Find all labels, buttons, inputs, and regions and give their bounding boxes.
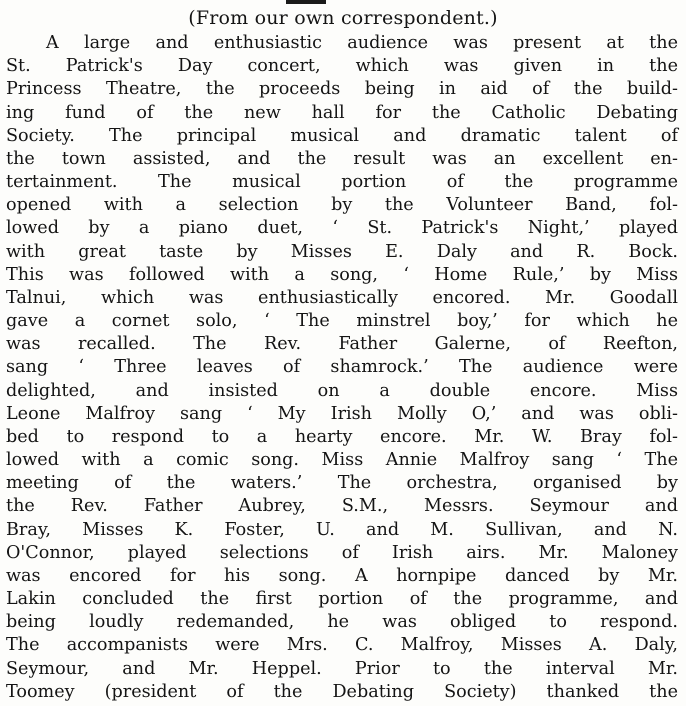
paragraph-line: the Rev. Father Aubrey, S.M., Messrs. Seymour and bbox=[6, 496, 678, 517]
paragraph-line: The accompanists were Mrs. C. Malfroy, Misses A. Daly, bbox=[6, 635, 678, 656]
paragraph-line: Princess Theatre, the proceeds being in aid of the build- bbox=[6, 79, 678, 100]
paragraph-line: tertainment. The musical portion of the programme bbox=[6, 172, 678, 193]
paragraph-line: sang ‘ Three leaves of shamrock.’ The audience were bbox=[6, 357, 678, 378]
paragraph-line: with great taste by Misses E. Daly and R. Bock. bbox=[6, 241, 678, 262]
paragraph-line: meeting of the waters.’ The orchestra, organised by bbox=[6, 473, 678, 494]
paragraph-line: Leone Malfroy sang ‘ My Irish Molly O,’ and was obli- bbox=[6, 403, 678, 424]
paragraph-line: Lakin concluded the first portion of the programme, and bbox=[6, 589, 678, 610]
paragraph-line: the town assisted, and the result was an excellent en- bbox=[6, 148, 678, 169]
column-rule bbox=[286, 0, 326, 4]
paragraph-line: Bray, Misses K. Foster, U. and M. Sullivan, and N. bbox=[6, 519, 678, 540]
paragraph-line: St. Patrick's Day concert, which was given in the bbox=[6, 56, 678, 77]
paragraph-line: was encored for his song. A hornpipe danced by Mr. bbox=[6, 565, 678, 586]
byline: (From our own correspondent.) bbox=[188, 7, 498, 29]
paragraph-line: Talnui, which was enthusiastically encored. Mr. Goodall bbox=[6, 287, 678, 308]
paragraph-line: being loudly redemanded, he was obliged to respond. bbox=[6, 612, 678, 633]
paragraph-line: was recalled. The Rev. Father Galerne, of Reefton, bbox=[6, 334, 678, 355]
paragraph-line: lowed by a piano duet, ‘ St. Patrick's Night,’ played bbox=[6, 218, 678, 239]
paragraph-line: O'Connor, played selections of Irish airs. Mr. Maloney bbox=[6, 542, 678, 563]
paragraph-line: Toomey (president of the Debating Society) thanked the bbox=[6, 681, 678, 702]
paragraph-line: lowed with a comic song. Miss Annie Malfroy sang ‘ The bbox=[6, 450, 678, 471]
paragraph-line: bed to respond to a hearty encore. Mr. W. Bray fol- bbox=[6, 426, 678, 447]
paragraph-line: Society. The principal musical and dramatic talent of bbox=[6, 125, 678, 146]
paragraph-line: A large and enthusiastic audience was present at the bbox=[46, 33, 678, 53]
paragraph-line: delighted, and insisted on a double encore. Miss bbox=[6, 380, 678, 401]
paragraph-line: ing fund of the new hall for the Catholic Debating bbox=[6, 102, 678, 123]
paragraph-line: Seymour, and Mr. Heppel. Prior to the interval Mr. bbox=[6, 658, 678, 679]
paragraph-line: opened with a selection by the Volunteer Band, fol- bbox=[6, 195, 678, 216]
paragraph-line: This was followed with a song, ‘ Home Rule,’ by Miss bbox=[6, 264, 678, 285]
paragraph-line: gave a cornet solo, ‘ The minstrel boy,’ for which he bbox=[6, 311, 678, 332]
